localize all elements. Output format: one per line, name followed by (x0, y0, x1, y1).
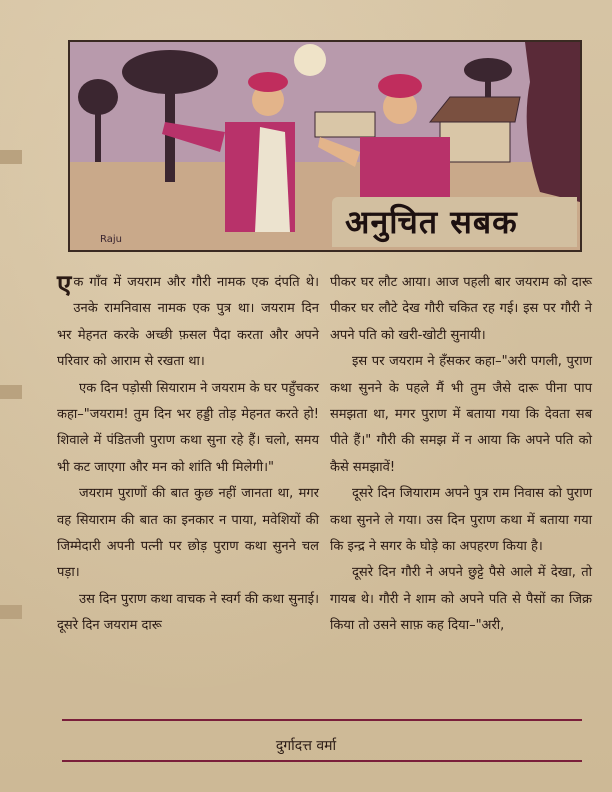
paragraph: एक दिन पड़ोसी सियाराम ने जयराम के घर पहुँचकर कहा–"जयराम! तुम दिन भर हड्डी तोड़ मेहनत करते हो! शिवाले में पंडितजी पुराण कथा सुना रहे हैं। चलो, समय भी कट जाएगा और मन को शांति भी मिलेगी।" (57, 380, 319, 475)
page-tear-mark (0, 605, 22, 619)
footer-rule-bottom (62, 760, 582, 762)
page-tear-mark (0, 150, 22, 164)
paragraph-text: क गाँव में जयराम और गौरी नामक एक दंपति थे। उनके रामनिवास नामक एक पुत्र था। जयराम दिन भर मेहनत करके अच्छी फ़सल पैदा करता और अपने परिवार को आराम से रखता था। (57, 275, 319, 370)
author-name: दुर्गादत्त वर्मा (275, 738, 337, 754)
paragraph: पीकर घर लौट आया। आज पहली बार जयराम को दारू पीकर घर लौटे देख गौरी चकित रह गई। इस पर गौरी ने अपने पति को खरी-खोटी सुनायी। (330, 275, 592, 343)
moon-icon (294, 44, 326, 76)
paragraph: दूसरे दिन जियाराम अपने पुत्र राम निवास को पुराण कथा सुनने ले गया। उस दिन पुराण कथा में बताया गया कि इन्द्र ने सगर के घोड़े का अपहरण किया है। (330, 486, 592, 555)
drop-cap: ए (57, 270, 72, 300)
paragraph (57, 270, 319, 376)
paragraph: उस दिन पुराण कथा वाचक ने स्वर्ग की कथा सुनाई। दूसरे दिन जयराम दारू (57, 591, 319, 634)
paragraph: दूसरे दिन गौरी ने अपने छुट्टे पैसे आले में देखा, तो गायब थे। गौरी ने शाम को अपने पति से पैसों का जिक्र किया तो उसने साफ़ कह दिया–"अरी, (330, 565, 592, 634)
paragraph: इस पर जयराम ने हँसकर कहा–"अरी पगली, पुराण कथा सुनने के पहले मैं भी तुम जैसे दारू पीना पाप समझता था, मगर पुराण में बताया गया कि देवता सब पीते हैं।" गौरी की समझ में न आया कि अपने पति को कैसे समझावें! (330, 354, 592, 475)
page-tear-mark (0, 385, 22, 399)
left-text-column (57, 270, 319, 640)
paragraph: जयराम पुराणों की बात कुछ नहीं जानता था, मगर वह सियाराम की बात का इनकार न पाया, मवेशियों की जिम्मेदारी अपनी पत्नी पर छोड़ पुराण कथा सुनने चल पड़ा। (57, 486, 319, 581)
story-title: अनुचित सबक (345, 203, 518, 241)
artist-signature: Raju (100, 234, 122, 245)
footer-rule-top (62, 719, 582, 721)
right-text-column (330, 270, 592, 640)
